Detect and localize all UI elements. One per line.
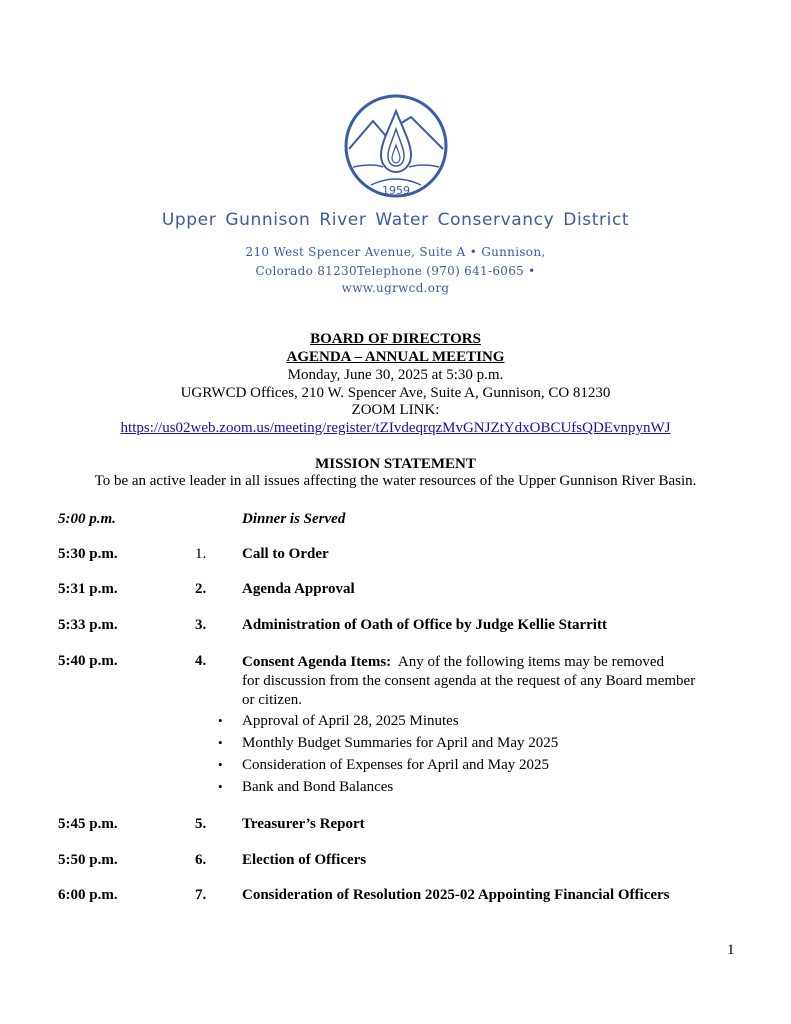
consent-item: Consideration of Expenses for April and May 2025 [242,757,550,773]
agenda-time: 5:00 p.m. [58,511,116,527]
agenda-number: 3. [195,617,207,633]
meeting-date: Monday, June 30, 2025 at 5:30 p.m. [287,367,504,383]
district-logo [343,93,449,199]
consent-description: or citizen. [242,692,302,708]
agenda-time: 5:30 p.m. [58,546,118,562]
agenda-title: Call to Order [242,546,329,562]
page-number: 1 [727,942,735,958]
bullet-icon: • [218,713,223,728]
agenda-time: 5:33 p.m. [58,617,118,633]
consent-description: Any of the following items may be removed [391,654,665,670]
agenda-title: Election of Officers [242,852,367,868]
address-line-1: 210 West Spencer Avenue, Suite A • Gunnison, [245,245,546,259]
agenda-title: Agenda Approval [242,581,355,597]
website: www.ugrwcd.org [341,281,450,295]
agenda-heading: AGENDA – ANNUAL MEETING [286,349,505,365]
mission-text: To be an active leader in all issues affecting the water resources of the Upper Gunnison River Basin. [94,473,697,489]
agenda-time: 5:40 p.m. [58,653,118,669]
address-line-2: Colorado 81230Telephone (970) 641-6065 • [255,264,536,278]
logo-year: 1959 [382,184,410,197]
agenda-number: 1. [195,546,207,562]
bullet-icon: • [218,779,223,794]
board-heading: BOARD OF DIRECTORS [310,331,481,347]
agenda-title: Treasurer’s Report [242,816,365,832]
agenda-time: 5:31 p.m. [58,581,118,597]
consent-item: Approval of April 28, 2025 Minutes [242,713,459,729]
zoom-label: ZOOM LINK: [351,402,440,418]
agenda-time: 6:00 p.m. [58,887,118,903]
mission-heading: MISSION STATEMENT [315,456,476,472]
consent-agenda-block [242,653,742,710]
consent-description: for discussion from the consent agenda at the request of any Board member [242,673,696,689]
agenda-title: Dinner is Served [242,511,346,527]
meeting-location: UGRWCD Offices, 210 W. Spencer Ave, Suite A, Gunnison, CO 81230 [180,385,611,401]
agenda-number: 5. [195,816,207,832]
agenda-title: Consideration of Resolution 2025-02 Appointing Financial Officers [242,887,670,903]
agenda-number: 6. [195,852,207,868]
agenda-time: 5:45 p.m. [58,816,118,832]
agenda-number: 4. [195,653,207,669]
agenda-title: Administration of Oath of Office by Judge Kellie Starritt [242,617,607,633]
agenda-title: Consent Agenda Items: [242,654,392,670]
bullet-icon: • [218,735,223,750]
agenda-number: 2. [195,581,207,597]
consent-item: Monthly Budget Summaries for April and May 2025 [242,735,559,751]
consent-item: Bank and Bond Balances [242,779,394,795]
agenda-number: 7. [195,887,207,903]
bullet-icon: • [218,757,223,772]
zoom-link[interactable]: https://us02web.zoom.us/meeting/register/tZIvdeqrqzMvGNJZtYdxOBCUfsQDEvnpynWJ [120,420,671,436]
organization-name: Upper Gunnison River Water Conservancy District [161,210,630,230]
agenda-time: 5:50 p.m. [58,852,118,868]
